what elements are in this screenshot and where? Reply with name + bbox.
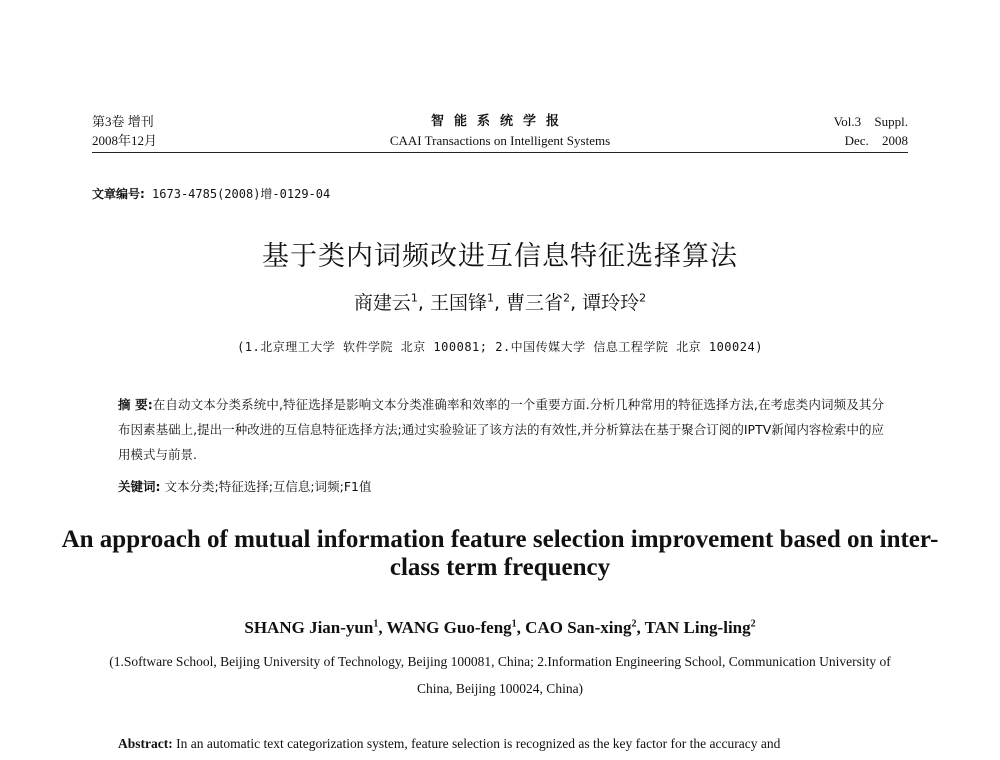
author-aff-en: 1 [511, 618, 517, 630]
author-cn: 商建云 [353, 292, 411, 314]
keywords-cn-text: 文本分类;特征选择;互信息;词频;F1值 [164, 479, 372, 494]
running-header [92, 112, 908, 153]
title-english: An approach of mutual information feature selection improvement based on inter-class term frequency [61, 526, 939, 581]
affiliation-chinese: (1.北京理工大学 软件学院 北京 100081; 2.中国传媒大学 信息工程学院 北京 100024) [237, 340, 763, 354]
author-aff-en: 1 [373, 618, 379, 630]
article-number-label: 文章编号: [92, 187, 145, 201]
abstract-english [118, 736, 898, 752]
author-en: CAO San-xing [525, 618, 632, 637]
authors-chinese: 商建云$^1$, 王国锋$^1$, 曹三省$^2$, 谭玲玲$^2$ [353, 291, 647, 314]
header-center [92, 112, 908, 150]
header-month: Dec. [844, 133, 869, 148]
author-aff-cn: 2 [563, 291, 571, 305]
author-cn: 王国锋 [429, 292, 487, 314]
header-volume-issue: 第3卷 增刊 [92, 114, 154, 129]
author-en: TAN Ling-ling [644, 618, 751, 637]
header-year: 2008 [882, 133, 908, 148]
author-cn: 曹三省 [506, 292, 564, 314]
abstract-cn-text: 在自动文本分类系统中,特征选择是影响文本分类准确率和效率的一个重要方面.分析几种常用的特征选择方法,在考虑类内词频及其分布因素基础上,提出一种改进的互信息特征选择方法;通过实验验证了该方法的有效性,并分析算法在基于聚合订阅的IPTV新闻内容检索中的应用模式与前景. [118, 397, 884, 462]
article-number-value: 1673-4785(2008)增-0129-04 [152, 187, 331, 201]
keywords-cn-label: 关键词: [118, 479, 161, 494]
author-aff-cn: 2 [639, 291, 647, 305]
affiliation-english: (1.Software School, Beijing University of Technology, Beijing 100081, China; 2.Information Engineering School, Communication University of China, Beijing 100024, China) [109, 654, 891, 696]
authors-english: SHANG Jian-yun$^1$, WANG Guo-feng$^1$, CAO San-xing$^2$, TAN Ling-ling$^2$ [244, 618, 756, 637]
header-date: 2008年12月 [92, 133, 158, 148]
header-suppl: Suppl. [874, 114, 908, 129]
author-en: WANG Guo-feng [386, 618, 512, 637]
journal-name-en: CAAI Transactions on Intelligent Systems [389, 133, 611, 148]
abstract-en-label: Abstract: [118, 736, 173, 751]
author-en: SHANG Jian-yun [244, 618, 374, 637]
keywords-chinese [118, 477, 884, 495]
abstract-chinese [118, 392, 884, 467]
author-aff-en: 2 [750, 618, 756, 630]
journal-name-cn: 智能系统学报 [430, 114, 569, 129]
abstract-en-text: In an automatic text categorization system, feature selection is recognized as the key factor for the accuracy and [176, 736, 781, 751]
author-aff-en: 2 [631, 618, 637, 630]
author-cn: 谭玲玲 [582, 292, 640, 314]
title-chinese: 基于类内词频改进互信息特征选择算法 [262, 241, 738, 272]
header-vol: Vol.3 [833, 114, 862, 129]
article-number [92, 185, 330, 202]
author-aff-cn: 1 [410, 291, 418, 305]
header-right [824, 112, 908, 150]
abstract-cn-label: 摘 要: [118, 397, 153, 412]
author-aff-cn: 1 [486, 291, 494, 305]
